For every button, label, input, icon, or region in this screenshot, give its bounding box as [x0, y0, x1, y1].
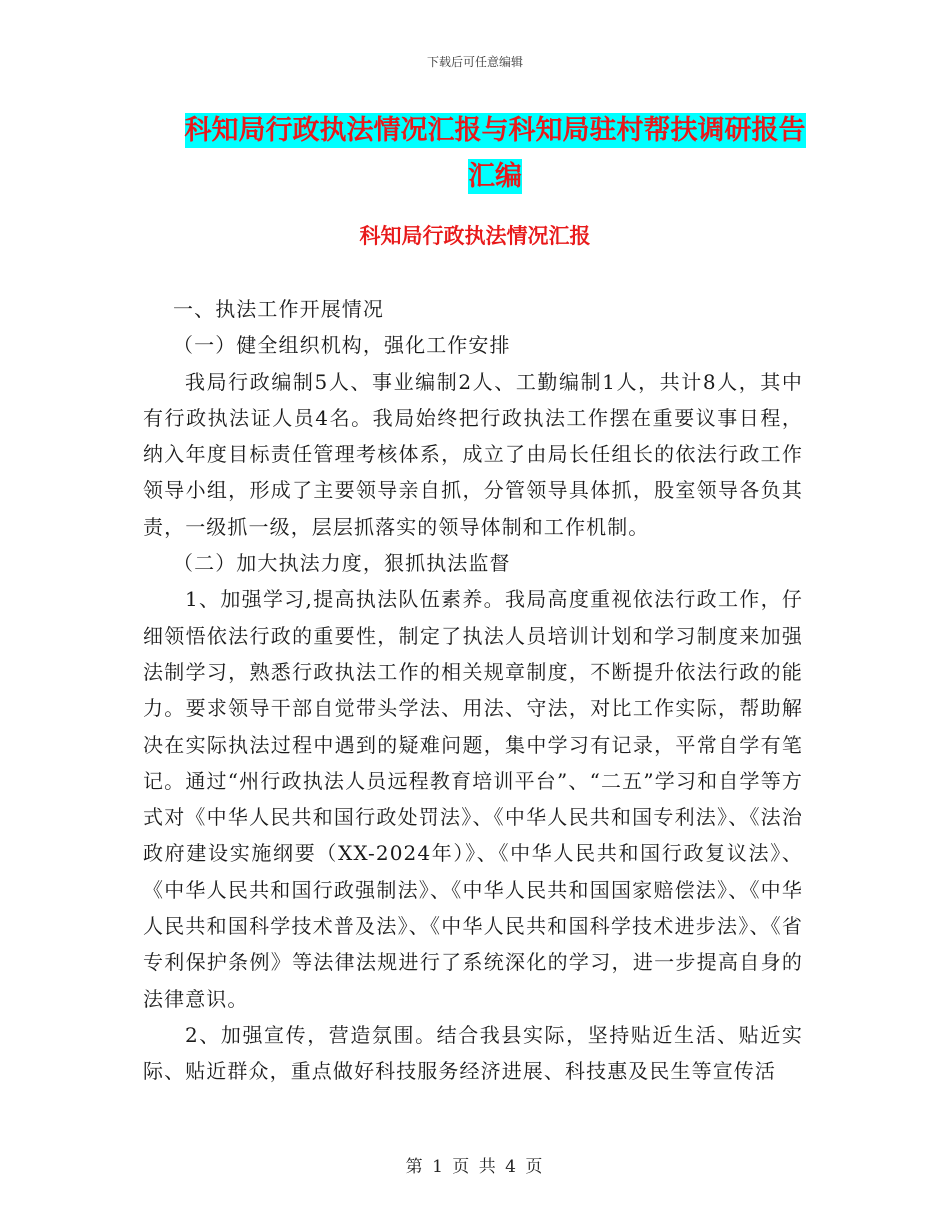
page-header-note: 下载后可任意编辑 [426, 55, 523, 69]
page-number: 第 1 页 共 4 页 [405, 1157, 545, 1177]
heading-level-2: （一）健全组织机构，强化工作安排 [173, 333, 511, 358]
heading-level-1: 一、执法工作开展情况 [173, 297, 384, 321]
paragraph: 我局行政编制5人、事业编制2人、工勤编制1人，共计8人，其中有行政执法证人员4名。我局始终把行政执法工作摆在重要议事日程，纳入年度目标责任管理考核体系，成立了由局长任组长的依法行政工作领导小组，形成了主要领导亲自抓，分管领导具体抓，股室领导各负其责，一级抓一级，层层抓落实的领导体制和工作机制。 [143, 369, 803, 539]
document-title [180, 108, 810, 200]
paragraph: 2、加强宣传，营造氛围。结合我县实际，坚持贴近生活、贴近实际、贴近群众，重点做好科技服务经济进展、科技惠及民生等宣传活 [143, 1022, 803, 1084]
paragraph: 1、加强学习,提高执法队伍素养。我局高度重视依法行政工作，仔细领悟依法行政的重要性，制定了执法人员培训计划和学习制度来加强法制学习，熟悉行政执法工作的相关规章制度，不断提升依法行政的能力。要求领导干部自觉带头学法、用法、守法，对比工作实际，帮助解决在实际执法过程中遇到的疑难问题，集中学习有记录，平常自学有笔记。通过“州行政执法人员远程教育培训平台”、“二五”学习和自学等方式对《中华人民共和国行政处罚法》、《中华人民共和国专利法》、《法治政府建设实施纲要（XX-2024年）》、《中华人民共和国行政复议法》、《中华人民共和国行政强制法》、《中华人民共和国国家赔偿法》、《中华人民共和国科学技术普及法》、《中华人民共和国科学技术进步法》、《省专利保护条例》等法律法规进行了系统深化的学习，进一步提高自身的法律意识。 [143, 587, 803, 1011]
heading-level-2: （二）加大执法力度，狠抓执法监督 [173, 551, 511, 576]
document-title-text: 科知局行政执法情况汇报与科知局驻村帮扶调研报告汇编 [184, 115, 806, 192]
section-title: 科知局行政执法情况汇报 [359, 223, 591, 248]
document-body [143, 291, 803, 1090]
